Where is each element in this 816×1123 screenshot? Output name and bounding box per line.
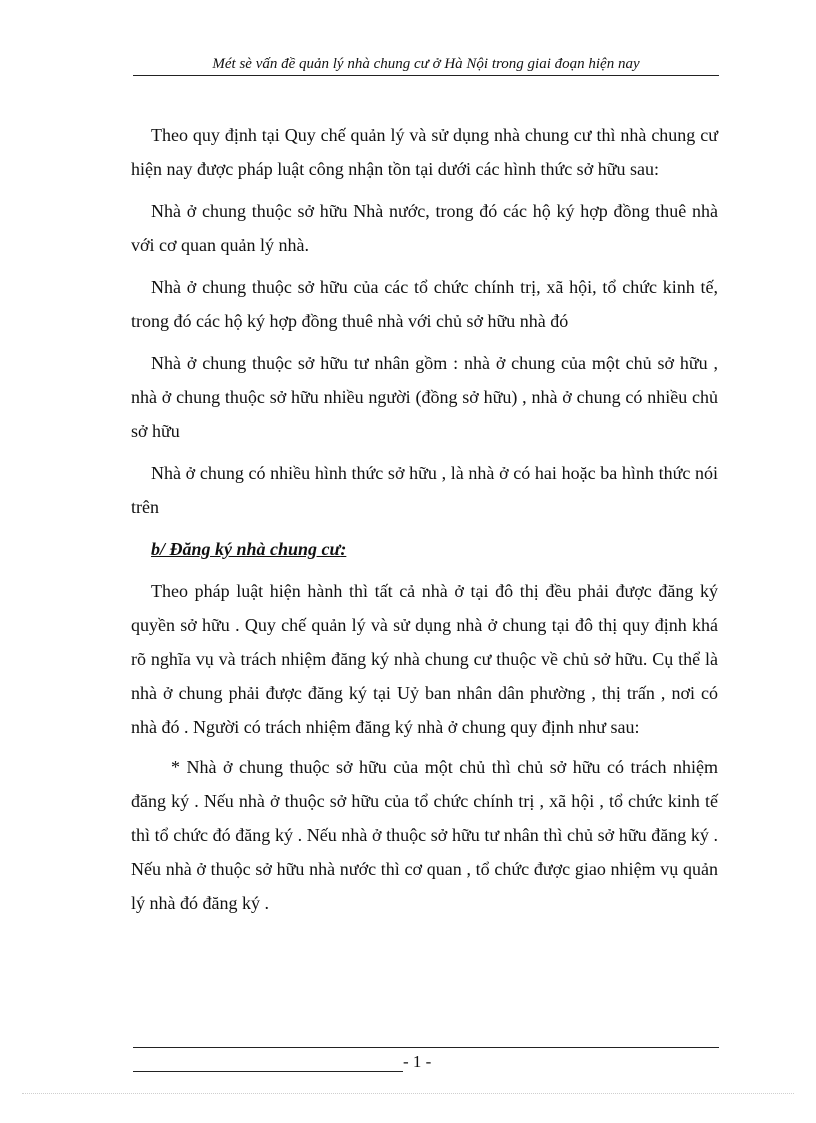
paragraph-ownership-intro: Theo quy định tại Quy chế quản lý và sử dụng nhà chung cư thì nhà chung cư hiện nay được pháp luật công nhận tồn tại dưới các hình thức sở hữu sau: [131,125,718,179]
paragraph-registration: Theo pháp luật hiện hành thì tất cả nhà ở tại đô thị đều phải được đăng ký quyền sở hữu . Quy chế quản lý và sử dụng nhà ở chung tại đô thị quy định khá rõ nghĩa vụ và trách nhiệm đăng ký nhà chung cư thuộc về chủ sở hữu. Cụ thể là nhà ở chung phải được đăng ký tại Uỷ ban nhân dân phường , thị trấn , nơi có nhà đó . Người có trách nhiệm đăng ký nhà ở chung quy định như sau: [131,581,718,737]
footer-underline [133,1071,403,1072]
subheading-text: b/ Đăng ký nhà chung cư [151,539,341,559]
running-header: Mét sè vấn đề quản lý nhà chung cư ở Hà Nội trong giai đoạn hiện nay [212,56,640,72]
header-rule [133,75,719,76]
paragraph-registration-rules: * Nhà ở chung thuộc sở hữu của một chủ thì chủ sở hữu có trách nhiệm đăng ký . Nếu nhà ở thuộc sở hữu của tổ chức chính trị , xã hội , tổ chức kinh tế thì tổ chức đó đăng ký . Nếu nhà ở thuộc sở hữu tư nhân thì chủ sở hữu đăng ký . Nếu nhà ở thuộc sở hữu nhà nước thì cơ quan , tổ chức được giao nhiệm vụ quản lý nhà đó đăng ký . [131,757,718,913]
page-number: - 1 - [403,1052,432,1071]
paragraph-organization-owned: Nhà ở chung thuộc sở hữu của các tổ chức chính trị, xã hội, tổ chức kinh tế, trong đó các hộ ký hợp đồng thuê nhà với chủ sở hữu nhà đó [131,277,718,331]
page-margin-guide [22,1093,794,1094]
paragraph-state-owned: Nhà ở chung thuộc sở hữu Nhà nước, trong đó các hộ ký hợp đồng thuê nhà với cơ quan quản lý nhà. [131,201,718,255]
subheading-colon: : [340,539,347,559]
section-subheading [131,532,718,566]
document-body [131,118,718,920]
footer-rule [133,1047,719,1048]
paragraph-mixed-ownership: Nhà ở chung có nhiều hình thức sở hữu , là nhà ở có hai hoặc ba hình thức nói trên [131,463,718,517]
paragraph-private-owned: Nhà ở chung thuộc sở hữu tư nhân gồm : nhà ở chung của một chủ sở hữu , nhà ở chung thuộc sở hữu nhiều người (đồng sở hữu) , nhà ở chung có nhiều chủ sở hữu [131,353,718,441]
